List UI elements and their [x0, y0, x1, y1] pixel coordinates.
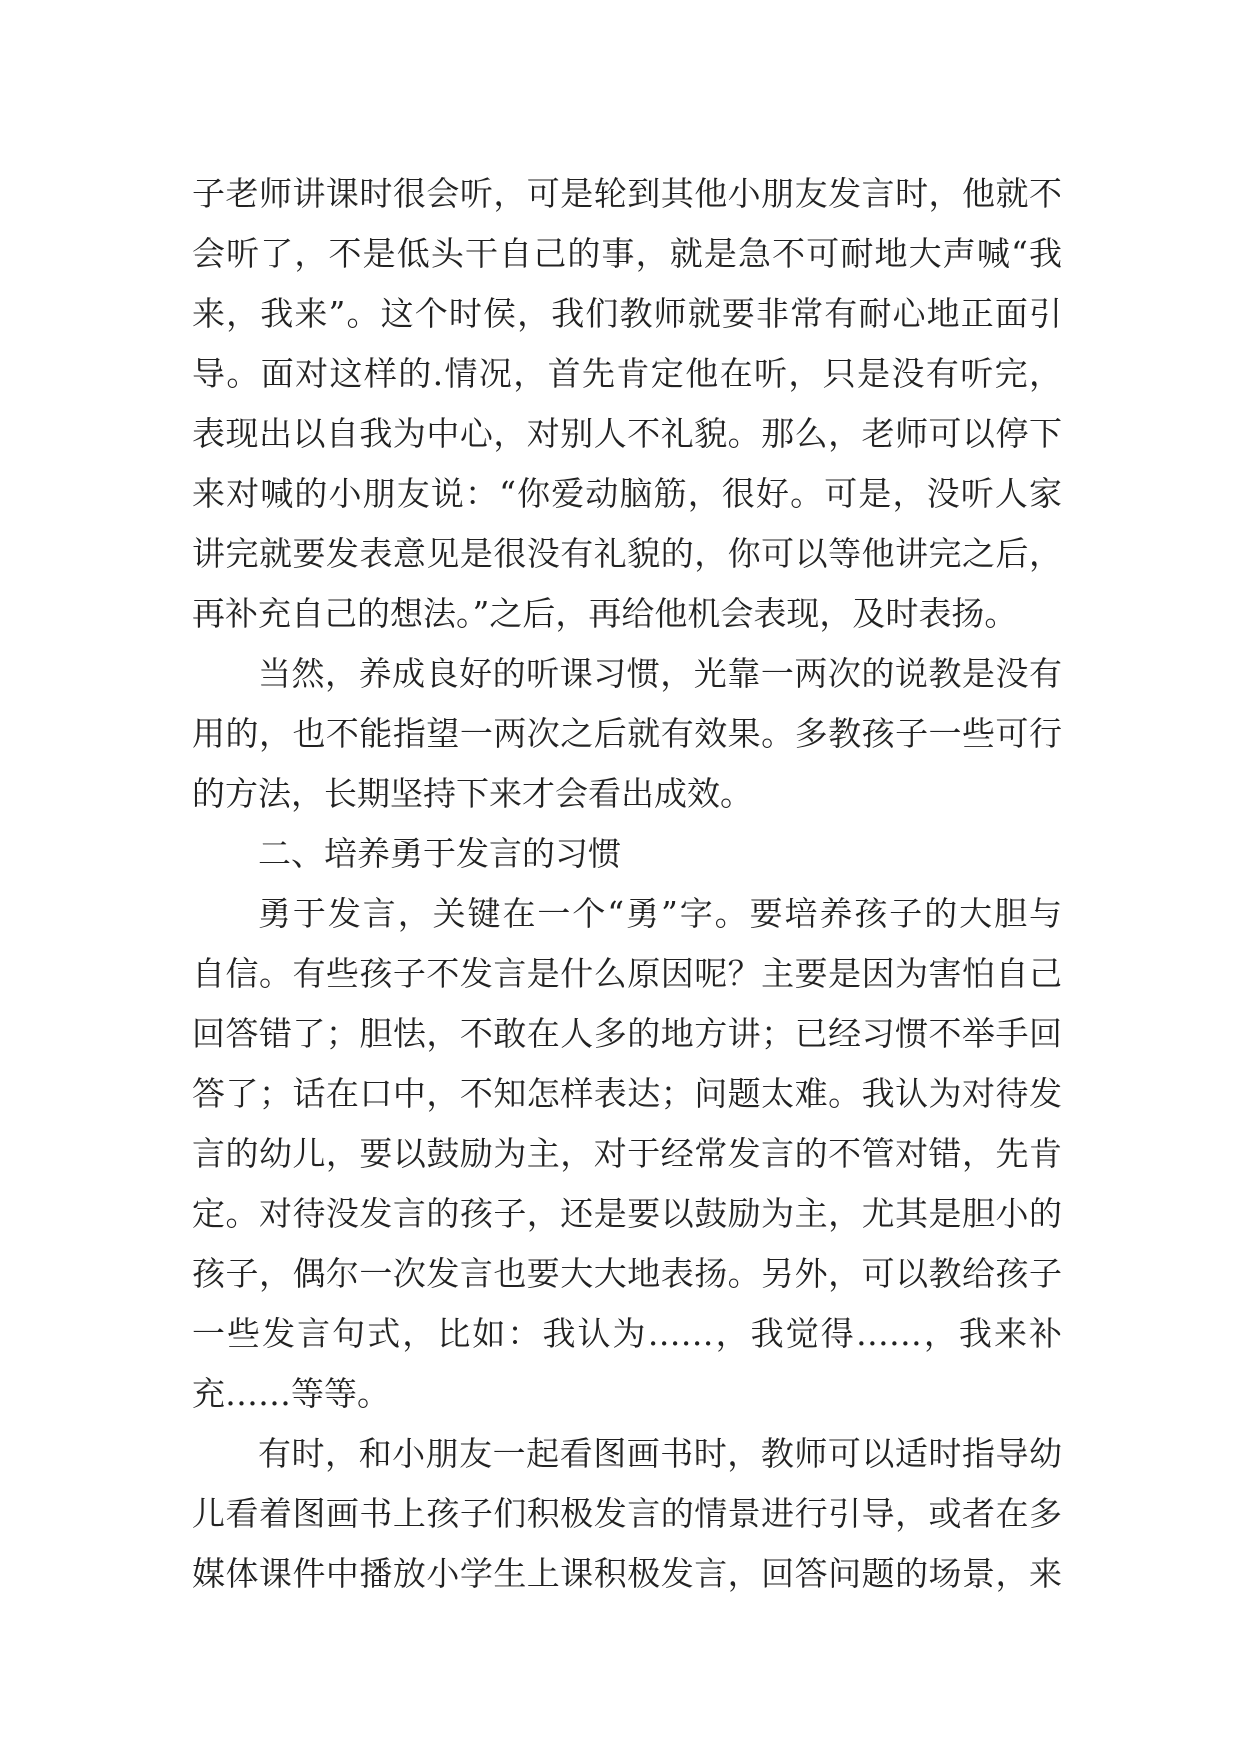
text-line: 言的幼儿，要以鼓励为主，对于经常发言的不管对错，先肯: [192, 1134, 1062, 1173]
text-line: 的方法，长期坚持下来才会看出成效。: [192, 774, 753, 813]
text-line: 回答错了；胆怯，不敢在人多的地方讲；已经习惯不举手回: [192, 1014, 1062, 1053]
text-line: 儿看着图画书上孩子们积极发言的情景进行引导，或者在多: [192, 1494, 1062, 1533]
text-line: 孩子，偶尔一次发言也要大大地表扬。另外，可以教给孩子: [192, 1254, 1062, 1293]
text-line: 一些发言句式，比如：我认为……，我觉得……，我来补: [192, 1314, 1062, 1353]
text-line: 充……等等。: [192, 1374, 390, 1413]
section-heading: 二、培养勇于发言的习惯: [258, 834, 621, 873]
text-line: 子老师讲课时很会听，可是轮到其他小朋友发言时，他就不: [192, 174, 1062, 213]
text-line: 来对喊的小朋友说：“你爱动脑筋，很好。可是，没听人家: [192, 474, 1062, 513]
text-line: 讲完就要发表意见是很没有礼貌的，你可以等他讲完之后，: [192, 534, 1062, 573]
text-line: 来，我来”。这个时侯，我们教师就要非常有耐心地正面引: [192, 294, 1062, 333]
text-line: 当然，养成良好的听课习惯，光靠一两次的说教是没有: [258, 654, 1062, 693]
text-line: 导。面对这样的.情况，首先肯定他在听，只是没有听完，: [192, 354, 1062, 393]
text-line: 自信。有些孩子不发言是什么原因呢？主要是因为害怕自己: [192, 954, 1062, 993]
text-line: 用的，也不能指望一两次之后就有效果。多教孩子一些可行: [192, 714, 1062, 753]
text-line: 勇于发言，关键在一个“勇”字。要培养孩子的大胆与: [258, 894, 1062, 933]
text-line: 答了；话在口中，不知怎样表达；问题太难。我认为对待发: [192, 1074, 1062, 1113]
text-line: 定。对待没发言的孩子，还是要以鼓励为主，尤其是胆小的: [192, 1194, 1062, 1233]
text-line: 表现出以自我为中心，对别人不礼貌。那么，老师可以停下: [192, 414, 1062, 453]
text-line: 有时，和小朋友一起看图画书时，教师可以适时指导幼: [258, 1434, 1062, 1473]
body-text: [192, 164, 1062, 1604]
text-line: 再补充自己的想法。”之后，再给他机会表现，及时表扬。: [192, 594, 1018, 633]
text-line: 会听了，不是低头干自己的事，就是急不可耐地大声喊“我: [192, 234, 1062, 273]
text-line: 媒体课件中播放小学生上课积极发言，回答问题的场景，来: [192, 1554, 1062, 1593]
